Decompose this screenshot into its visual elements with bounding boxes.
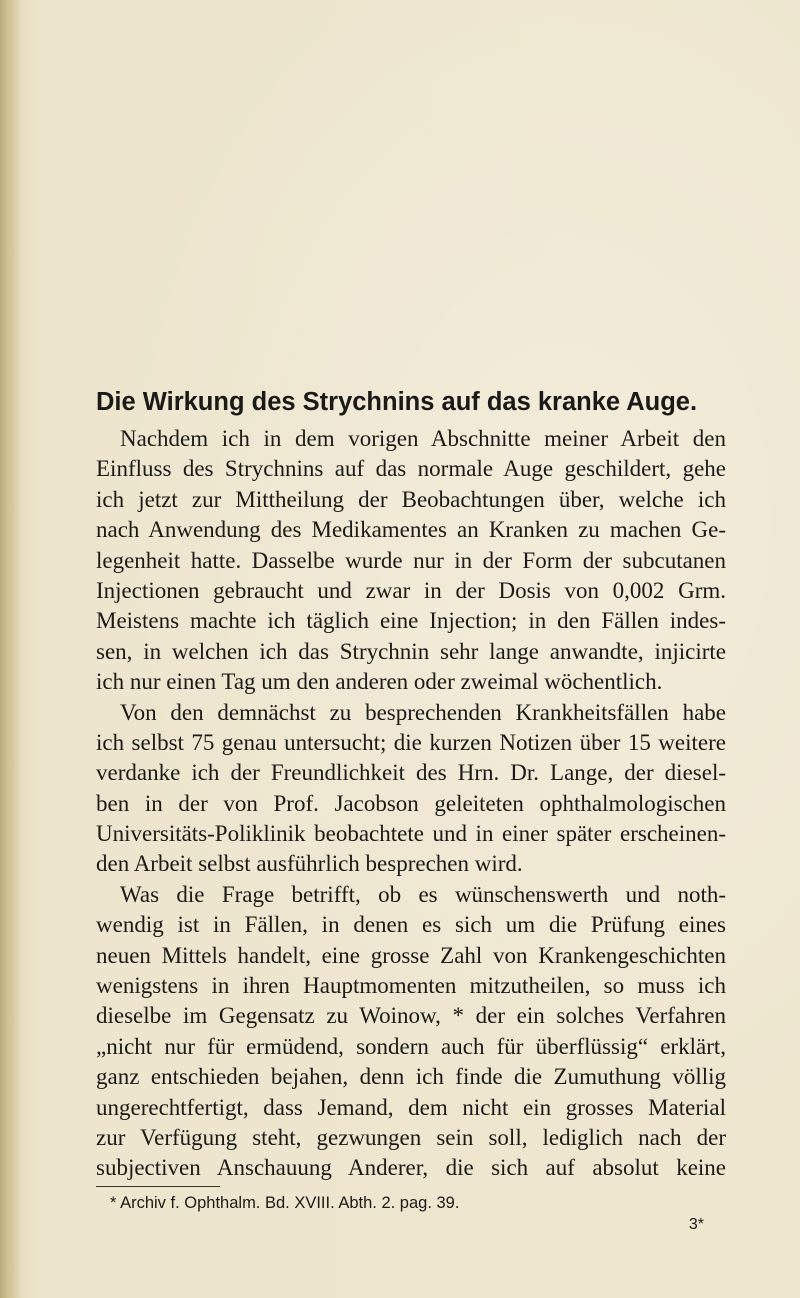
text-line: verdanke ich der Freundlichkeit des Hrn. Dr. Lange, der diesel- bbox=[96, 760, 726, 786]
text-line: ich selbst 75 genau untersucht; die kurzen Notizen über 15 weitere bbox=[96, 729, 726, 755]
printer-signature: 3* bbox=[688, 1215, 704, 1233]
text-line: ben in der von Prof. Jacobson geleiteten ophthalmologischen bbox=[96, 790, 726, 816]
footnote: * Archiv f. Ophthalm. Bd. XVIII. Abth. 2. pag. 39. bbox=[110, 1193, 460, 1212]
text-line: ungerechtfertigt, dass Jemand, dem nicht ein grosses Material bbox=[96, 1094, 726, 1120]
text-line: Nachdem ich in dem vorigen Abschnitte meiner Arbeit den bbox=[120, 426, 726, 451]
paragraph-3 bbox=[96, 880, 726, 1184]
text-line: neuen Mittels handelt, eine grosse Zahl von Krankengeschichten bbox=[96, 942, 726, 968]
text-line: Von den demnächst zu besprechenden Krankheitsfällen habe bbox=[120, 699, 726, 725]
paragraph-1 bbox=[96, 424, 726, 698]
text-line: nach Anwendung des Medikamentes an Kranken zu machen Ge- bbox=[96, 517, 726, 543]
text-line: Universitäts-Poliklinik beobachtete und in einer später erscheinen- bbox=[96, 821, 726, 847]
text-line: den Arbeit selbst ausführlich besprechen wird. bbox=[96, 851, 523, 877]
text-line: wendig ist in Fällen, in denen es sich um die Prüfung eines bbox=[96, 912, 726, 938]
text-line: dieselbe im Gegensatz zu Woinow, * der ein solches Verfahren bbox=[96, 1003, 726, 1029]
chapter-title: Die Wirkung des Strychnins auf das kranke Auge. bbox=[96, 388, 698, 416]
text-line: zur Verfügung steht, gezwungen sein soll, lediglich nach der bbox=[96, 1124, 726, 1150]
paragraph-2 bbox=[96, 698, 726, 880]
text-line: ich jetzt zur Mittheilung der Beobachtungen über, welche ich bbox=[96, 486, 726, 512]
text-line: sen, in welchen ich das Strychnin sehr lange anwandte, injicirte bbox=[96, 638, 726, 664]
text-line: Einfluss des Strychnins auf das normale Auge geschildert, gehe bbox=[96, 456, 726, 482]
text-line: Injectionen gebraucht und zwar in der Dosis von 0,002 Grm. bbox=[96, 577, 726, 603]
text-line: „nicht nur für ermüdend, sondern auch für überflüssig“ erklärt, bbox=[96, 1033, 726, 1059]
text-line: wenigstens in ihren Hauptmomenten mitzutheilen, so muss ich bbox=[96, 973, 726, 999]
footnote-rule bbox=[96, 1186, 220, 1187]
text-line: Meistens machte ich täglich eine Injection; in den Fällen indes- bbox=[96, 608, 726, 634]
page-content bbox=[96, 386, 726, 1235]
text-line: ich nur einen Tag um den anderen oder zweimal wöchentlich. bbox=[96, 669, 663, 695]
page-binding-edge bbox=[0, 0, 22, 1298]
text-line: legenheit hatte. Dasselbe wurde nur in der Form der subcutanen bbox=[96, 547, 726, 573]
text-line: ganz entschieden bejahen, denn ich finde die Zumuthung völlig bbox=[96, 1064, 726, 1090]
text-line: Was die Frage betrifft, ob es wünschenswerth und noth- bbox=[120, 881, 726, 907]
text-line: subjectiven Anschauung Anderer, die sich auf absolut keine bbox=[96, 1155, 726, 1181]
